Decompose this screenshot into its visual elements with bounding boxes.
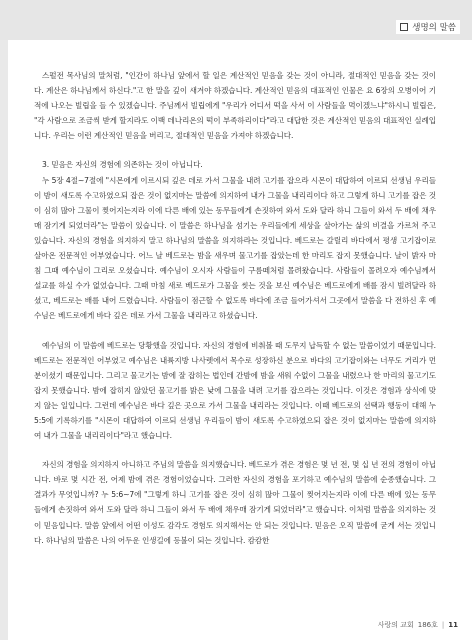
footer-separator: | [441, 621, 445, 629]
issue-number: 186호 [417, 621, 438, 629]
section-label [396, 20, 460, 34]
page-number: 11 [448, 621, 458, 629]
left-margin-band [0, 40, 8, 640]
section-heading: 3. 믿음은 자신의 경험에 의존하는 것이 아닙니다. [42, 160, 203, 170]
page-footer [378, 620, 458, 630]
paragraph-3: 예수님의 이 말씀에 베드로는 당황했을 것입니다. 자신의 경험에 비춰볼 때 도무지 납득할 수 없는 말씀이었기 때문입니다. 베드로는 전문적인 어부였고 예수님은 내륙지방 나사렛에서 목수로 성장하신 분으로 바다의 고기잡이와는 너무도 거리가 먼 분이셨기 때문입니다. 그리고 물고기는 밤에 잘 잡히는 법인데 간밤에 밤을 새워 수없이 그물을 내렸으나 한 마리의 물고기도 잡지 못했습니다. 밤에 잡히지 않았던 물고기를 밝은 낮에 그물을 내려 고기를 잡으라는 것입니다. 이것은 경험과 상식에 맞지 않는 일입니다. 그런데 예수님은 바다 깊은 곳으로 가서 그물을 내리라는 것입니다. 이때 베드로의 선택과 행동이 대해 누 5:5에 기록하기를 "시몬이 대답하여 이르되 선생님 우리들이 밤이 새도록 수고하였으되 잡은 것이 없지마는 말씀에 의지하여 내가 그물을 내리리이다"라고 했습니다. [34, 340, 436, 441]
paragraph-4: 자신의 경험을 의지하지 아니하고 주님의 말씀을 의지했습니다. 베드로가 겪은 경험은 몇 년 전, 몇 십 년 전의 경험이 아닙니다. 바로 몇 시간 전, 어제 밤에 겪은 경험이었습니다. 그러한 자신의 경험을 포기하고 예수님의 말씀에 순종했습니다. 그 결과가 무엇입니까? 누 5:6~7에 "그렇게 하니 고기를 잡은 것이 심히 많아 그물이 찢어지는지라 이에 다른 배에 있는 동무들에게 손짓하여 와서 도와 달라 하니 그들이 와서 두 배에 채우매 잠기게 되었더라"고 했습니다. 이처럼 말씀을 의지하는 것이 믿음입니다. 말씀 앞에서 어떤 이성도 감각도 경험도 의지해서는 안 되는 것입니다. 믿음은 오직 말씀에 굳게 서는 것입니다. 하나님의 말씀은 나의 어두운 인생길에 등불이 되는 것입니다. 캄캄한 [34, 460, 436, 545]
paragraph-1: 스펄전 목사님의 말처럼, "인간이 하나님 앞에서 할 일은 계산적인 믿음을 갖는 것이 아니라, 절대적인 믿음을 갖는 것이다. 계산은 하나님께서 하신다."고 한 말을 깊이 새겨야 하겠습니다. 계산적인 믿음의 대표적인 인물은 요 6장의 오병이어 기적에 나오는 빌립을 들 수 있겠습니다. 주님께서 빌립에게 "우리가 어디서 떡을 사서 이 사람들을 먹이겠느냐"하시니 빌립은, "각 사람으로 조금씩 받게 할지라도 이백 데나리온의 떡이 부족하리이다"라고 대답한 것은 계산적인 믿음의 대표적인 실례입니다. 우리는 이런 계산적인 믿음을 버리고, 절대적인 믿음을 가져야 하겠습니다. [34, 71, 436, 141]
article-body [34, 68, 436, 548]
publication-name: 사랑의 교회 [377, 621, 414, 629]
square-icon [400, 23, 408, 31]
paragraph-2: 누 5장 4절~7절에 "시몬에게 이르시되 깊은 데로 가서 그물을 내려 고기를 잡으라 시몬이 대답하여 이르되 선생님 우리들이 밤이 새도록 수고하였으되 잡은 것이 없지마는 말씀에 의지하여 내가 그물을 내리리이다 하고 그렇게 하니 고기를 잡은 것이 심히 많아 그물이 찢어지는지라 이에 다른 배에 있는 동무들에게 손짓하여 와서 도와 달라 하니 그들이 와서 두 배에 채우매 잠기게 되었더라"는 말씀이 있습니다. 이 말씀은 하나님을 섬기는 우리들에게 세상을 살아가는 삶의 비결을 가르쳐 주고 있습니다. 자신의 경험을 의지하지 말고 하나님의 말씀을 의지하라는 것입니다. 베드로는 갈릴리 바다에서 평생 고기잡이로 살아온 전문적인 어부였습니다. 어느 날 베드로는 밤을 새우며 물고기를 잡았는데 한 마리도 잡지 못했습니다. 날이 밝자 마침 그때 예수님이 그리로 오셨습니다. 예수님이 오시자 사람들이 구름떼처럼 몰려왔습니다. 사람들이 몰려오자 예수님께서 설교를 하실 수가 없었습니다. 그때 마침 새로 베드로가 그물을 씻는 것을 보신 예수님은 베드로에게 배를 잠시 빌려달라 하셨고, 베드로는 배를 내어 드렸습니다. 사람들이 점근할 수 없도록 바다에 조금 들어가셔서 그곳에서 말씀을 다 전하신 후 예수님은 베드로에게 바다 깊은 데로 가서 그물을 내리라고 하셨습니다. [34, 175, 436, 321]
section-label-text: 생명의 말씀 [412, 23, 456, 33]
